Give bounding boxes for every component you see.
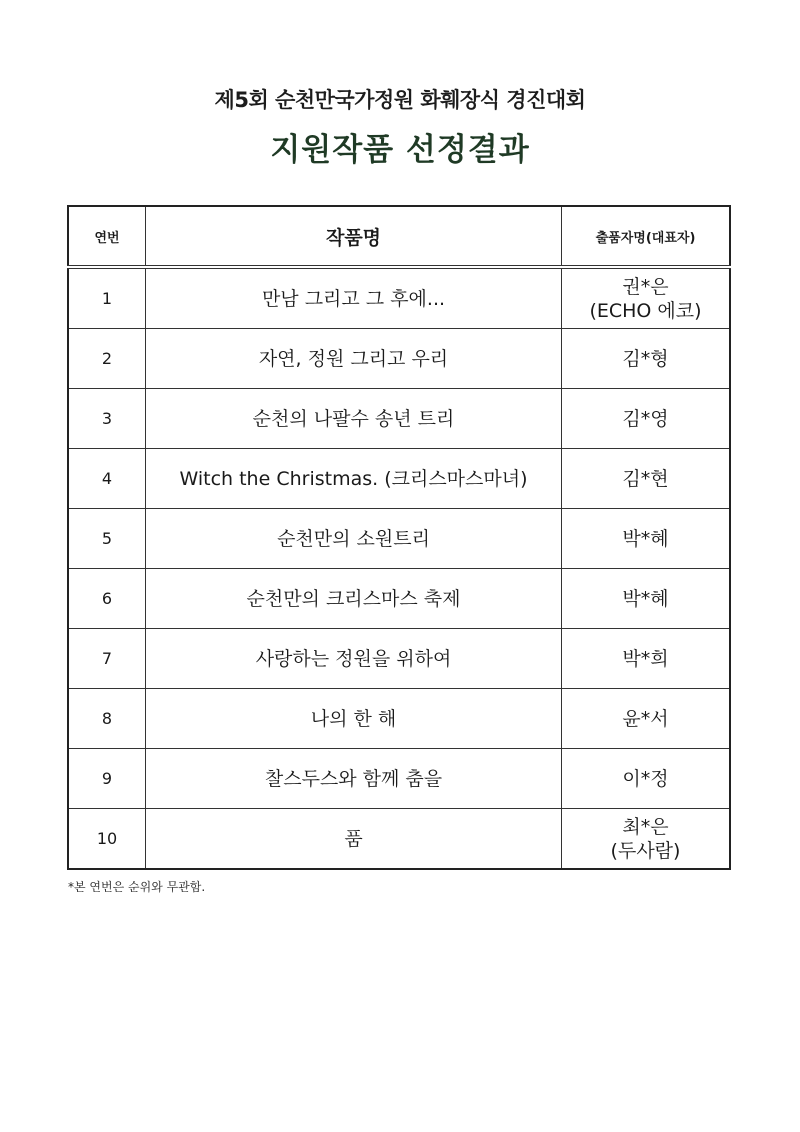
author-name: 윤*서 <box>622 707 669 730</box>
footnote: *본 연번은 순위와 무관함. <box>68 880 206 894</box>
row-title: 순천의 나팔수 송년 트리 <box>146 389 562 449</box>
table-row <box>68 329 730 389</box>
row-author <box>562 509 731 569</box>
row-title: 자연, 정원 그리고 우리 <box>146 329 562 389</box>
header-title: 작품명 <box>146 206 562 267</box>
table-row <box>68 629 730 689</box>
document-title: 지원작품 선정결과 <box>270 132 530 168</box>
table-row <box>68 389 730 449</box>
table-row <box>68 689 730 749</box>
row-no: 10 <box>68 809 146 870</box>
row-no: 2 <box>68 329 146 389</box>
table-row <box>68 749 730 809</box>
row-no: 7 <box>68 629 146 689</box>
header-author: 출품자명(대표자) <box>562 206 731 267</box>
row-author <box>562 689 731 749</box>
row-author <box>562 809 731 870</box>
author-name: 김*현 <box>622 467 669 490</box>
author-name: 최*은 <box>622 815 669 838</box>
author-name: 박*혜 <box>622 527 669 550</box>
row-author <box>562 329 731 389</box>
author-team: (ECHO 에코) <box>589 299 702 322</box>
row-no: 5 <box>68 509 146 569</box>
row-no: 9 <box>68 749 146 809</box>
row-title: 순천만의 소원트리 <box>146 509 562 569</box>
row-title: 찰스두스와 함께 춤을 <box>146 749 562 809</box>
row-no: 4 <box>68 449 146 509</box>
author-name: 김*영 <box>622 407 669 430</box>
row-author <box>562 629 731 689</box>
row-title: 사랑하는 정원을 위하여 <box>146 629 562 689</box>
table-row <box>68 569 730 629</box>
author-name: 박*희 <box>622 647 669 670</box>
row-no: 3 <box>68 389 146 449</box>
row-author <box>562 267 731 329</box>
header-no: 연번 <box>68 206 146 267</box>
row-author <box>562 749 731 809</box>
author-name: 권*은 <box>622 275 669 298</box>
row-author <box>562 449 731 509</box>
table-header-row <box>68 206 730 267</box>
row-title: 나의 한 해 <box>146 689 562 749</box>
table-row <box>68 809 730 870</box>
row-no: 8 <box>68 689 146 749</box>
results-table <box>67 205 731 870</box>
document-subtitle: 제5회 순천만국가정원 화훼장식 경진대회 <box>214 88 586 112</box>
row-author <box>562 569 731 629</box>
row-title: 순천만의 크리스마스 축제 <box>146 569 562 629</box>
row-title: 만남 그리고 그 후에... <box>146 267 562 329</box>
table-header <box>68 206 730 267</box>
row-title: Witch the Christmas. (크리스마스마녀) <box>146 449 562 509</box>
row-no: 6 <box>68 569 146 629</box>
author-name: 이*정 <box>622 767 669 790</box>
author-name: 박*혜 <box>622 587 669 610</box>
row-author <box>562 389 731 449</box>
author-name: 김*형 <box>622 347 669 370</box>
table-row <box>68 449 730 509</box>
row-title: 품 <box>146 809 562 870</box>
table-row <box>68 267 730 329</box>
author-team: (두사람) <box>610 839 681 862</box>
row-no: 1 <box>68 267 146 329</box>
table-row <box>68 509 730 569</box>
table-body <box>68 267 730 869</box>
